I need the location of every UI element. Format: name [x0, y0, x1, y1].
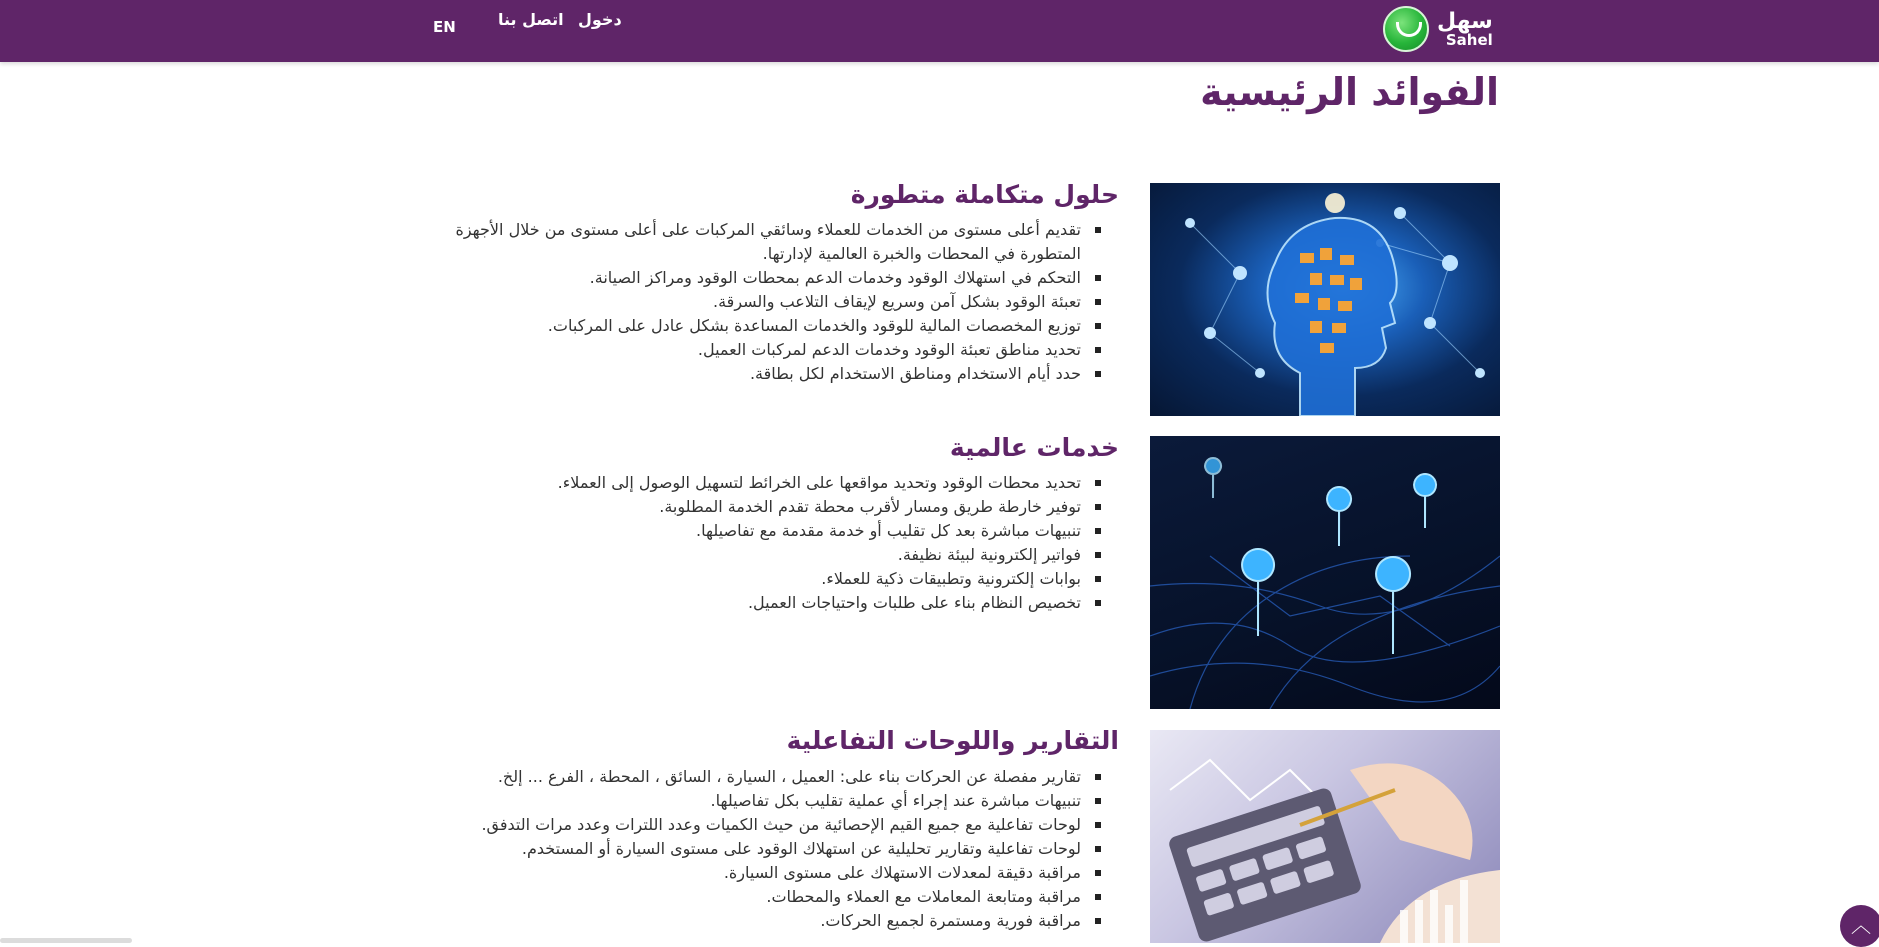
section-list-integrated-solutions [401, 218, 1081, 386]
list-item: تقديم أعلى مستوى من الخدمات للعملاء وسائقي المركبات على أعلى مستوى من خلال الأجهزة المتطورة في المحطات والخبرة العالمية لإدارتها. [401, 218, 1081, 266]
map-pins-illustration [1150, 436, 1500, 709]
list-item: فواتير إلكترونية لبيئة نظيفة. [401, 543, 1081, 567]
list-item: مراقبة دقيقة لمعدلات الاستهلاك على مستوى السيارة. [401, 861, 1081, 885]
page-title: الفوائد الرئيسية [1200, 70, 1499, 114]
scroll-to-top-button[interactable] [1840, 905, 1879, 947]
list-item: حدد أيام الاستخدام ومناطق الاستخدام لكل بطاقة. [401, 362, 1081, 386]
list-item: مراقبة ومتابعة المعاملات مع العملاء والمحطات. [401, 885, 1081, 909]
logo-english-text: Sahel [1445, 30, 1493, 49]
contact-link[interactable]: اتصل بنا [498, 10, 564, 29]
list-item: تحديد محطات الوقود وتحديد مواقعها على الخرائط لتسهيل الوصول إلى العملاء. [401, 471, 1081, 495]
list-item: تحديد مناطق تعبئة الوقود وخدمات الدعم لمركبات العميل. [401, 338, 1081, 362]
list-item: توفير خارطة طريق ومسار لأقرب محطة تقدم الخدمة المطلوبة. [401, 495, 1081, 519]
section-title-global-services: خدمات عالمية [949, 433, 1119, 462]
list-item: تخصيص النظام بناء على طلبات واحتياجات العميل. [401, 591, 1081, 615]
list-item: تنبيهات مباشرة بعد كل تقليب أو خدمة مقدمة مع تفاصيلها. [401, 519, 1081, 543]
section-image-reports [1150, 730, 1500, 943]
section-image-map-pins [1150, 436, 1500, 709]
smile-logo-icon [1383, 6, 1429, 52]
section-title-reports-dashboards: التقارير واللوحات التفاعلية [786, 726, 1119, 755]
login-link[interactable]: دخول [578, 10, 622, 29]
list-item: لوحات تفاعلية وتقارير تحليلية عن استهلاك الوقود على مستوى السيارة أو المستخدم. [401, 837, 1081, 861]
horizontal-scrollbar[interactable] [0, 938, 132, 943]
list-item: تنبيهات مباشرة عند إجراء أي عملية تقليب بكل تفاصيلها. [401, 789, 1081, 813]
section-list-global-services [401, 471, 1081, 615]
ai-head-illustration [1150, 183, 1500, 416]
sahel-logo[interactable] [1383, 4, 1500, 54]
list-item: مراقبة فورية ومستمرة لجميع الحركات. [401, 909, 1081, 933]
list-item: بوابات إلكترونية وتطبيقات ذكية للعملاء. [401, 567, 1081, 591]
section-title-integrated-solutions: حلول متكاملة متطورة [850, 180, 1119, 209]
top-navbar [0, 0, 1879, 62]
language-switch[interactable]: EN [433, 18, 456, 36]
chevron-up-icon: ︿ [1851, 913, 1871, 937]
logo-wordmark [1437, 8, 1493, 49]
reports-illustration [1150, 730, 1500, 943]
logo-arabic-text: سهل [1437, 8, 1493, 34]
list-item: لوحات تفاعلية مع جميع القيم الإحصائية من حيث الكميات وعدد اللترات وعدد مرات التدفق. [401, 813, 1081, 837]
list-item: تقارير مفصلة عن الحركات بناء على: العميل ، السيارة ، السائق ، المحطة ، الفرع ... إلخ. [401, 765, 1081, 789]
list-item: توزيع المخصصات المالية للوقود والخدمات المساعدة بشكل عادل على المركبات. [401, 314, 1081, 338]
section-list-reports-dashboards [401, 765, 1081, 933]
list-item: تعبئة الوقود بشكل آمن وسريع لإيقاف التلاعب والسرقة. [401, 290, 1081, 314]
section-image-ai-head [1150, 183, 1500, 416]
list-item: التحكم في استهلاك الوقود وخدمات الدعم بمحطات الوقود ومراكز الصيانة. [401, 266, 1081, 290]
